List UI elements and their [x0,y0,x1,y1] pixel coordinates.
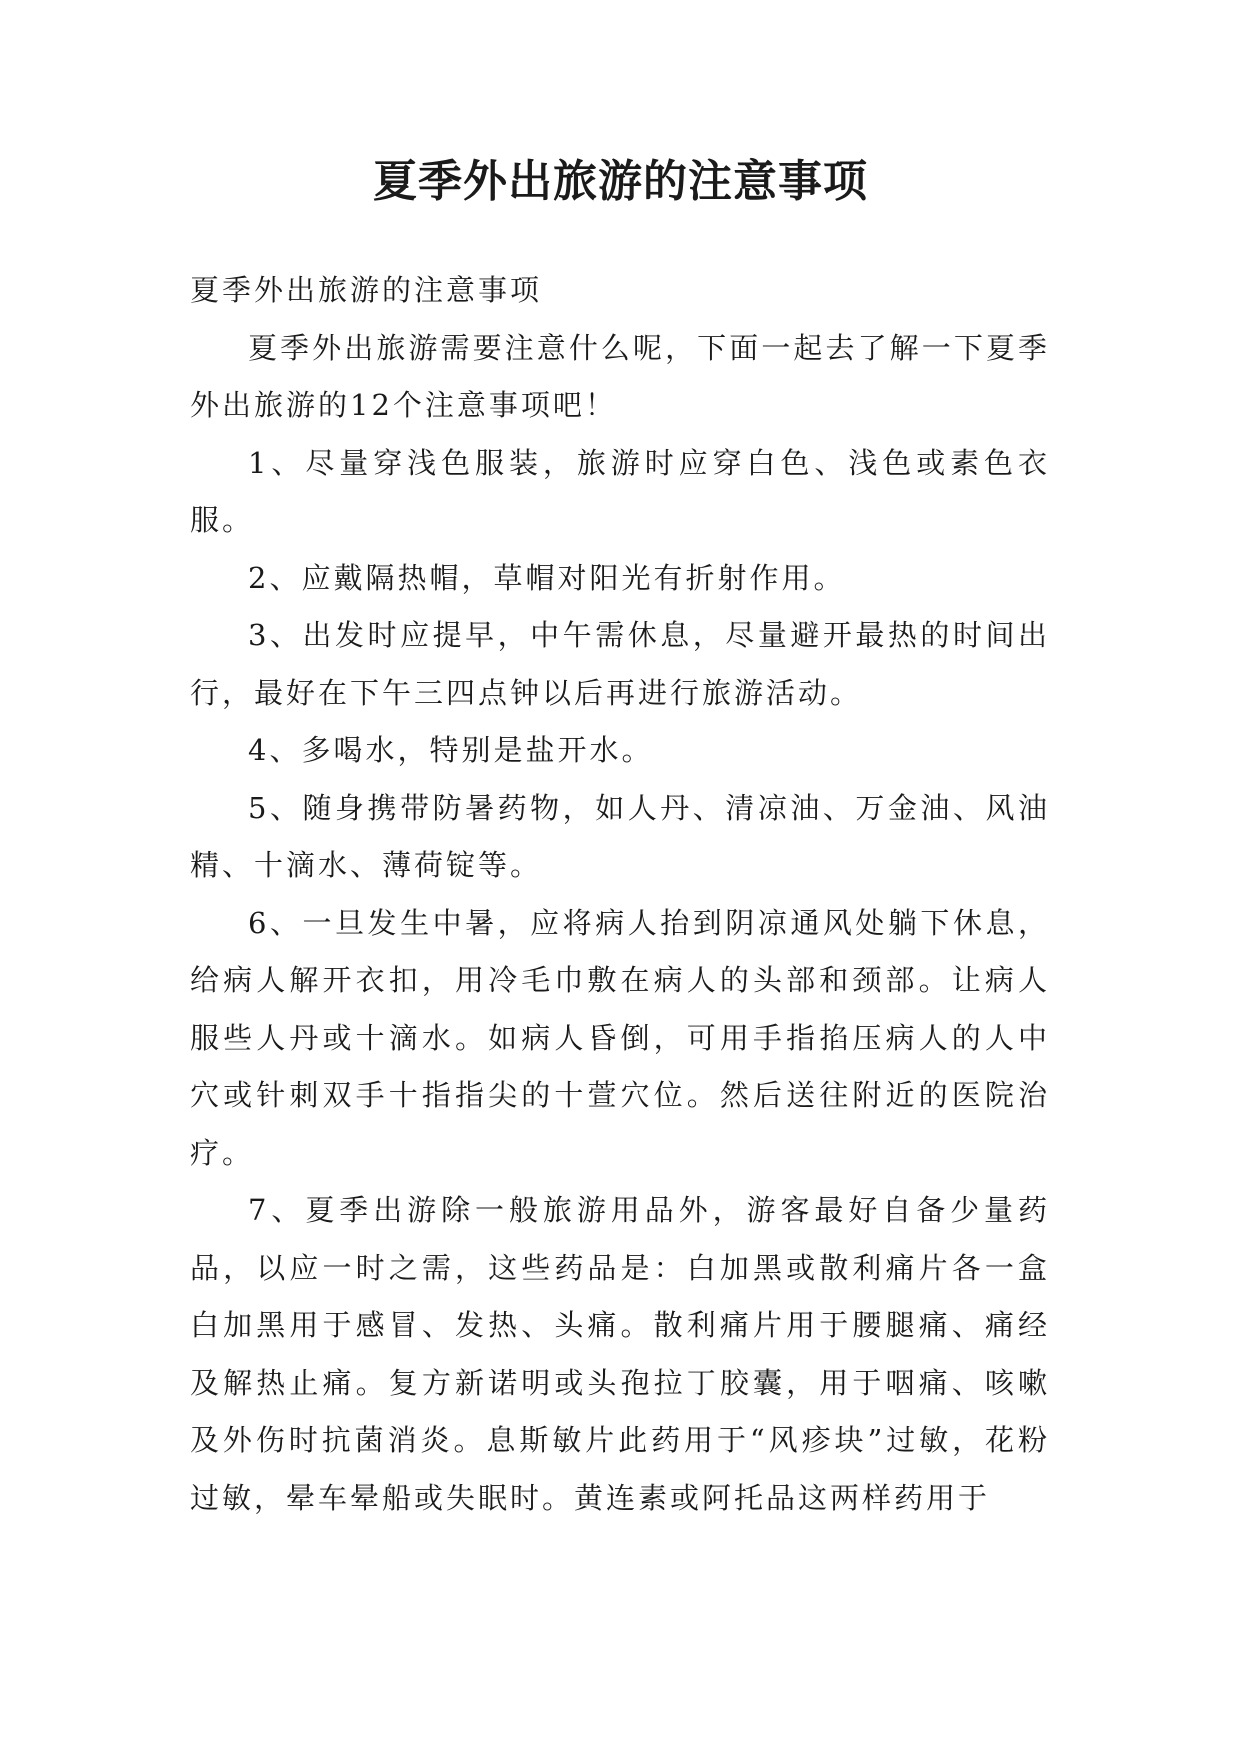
paragraph-intro: 夏季外出旅游需要注意什么呢，下面一起去了解一下夏季外出旅游的12个注意事项吧！ [190,330,1050,422]
paragraph-item-6: 6、一旦发生中暑，应将病人抬到阴凉通风处躺下休息，给病人解开衣扣，用冷毛巾敷在病人的头部和颈部。让病人服些人丹或十滴水。如病人昏倒，可用手指掐压病人的人中穴或针刺双手十指指尖的十萱穴位。然后送往附近的医院治疗。 [190,905,1050,1170]
paragraph-item-3: 3、出发时应提早，中午需休息，尽量避开最热的时间出行，最好在下午三四点钟以后再进行旅游活动。 [190,618,1050,710]
document-body [190,262,1050,1527]
paragraph-item-2: 2、应戴隔热帽，草帽对阳光有折射作用。 [248,560,846,595]
paragraph-item-4: 4、多喝水，特别是盐开水。 [248,733,654,767]
page-title: 夏季外出旅游的注意事项 [373,156,868,207]
paragraph-item-7: 7、夏季出游除一般旅游用品外，游客最好自备少量药品，以应一时之需，这些药品是：白加黑或散利痛片各一盒白加黑用于感冒、发热、头痛。散利痛片用于腰腿痛、痛经及解热止痛。复方新诺明或头孢拉丁胶囊，用于咽痛、咳嗽及外伤时抗菌消炎。息斯敏片此药用于“风疹块”过敏，花粉过敏，晕车晕船或失眠时。黄连素或阿托品这两样药用于 [190,1193,1050,1515]
paragraph-item-1: 1、尽量穿浅色服装，旅游时应穿白色、浅色或素色衣服。 [190,445,1050,537]
paragraph-item-5: 5、随身携带防暑药物，如人丹、清凉油、万金油、风油精、十滴水、薄荷锭等。 [190,790,1050,882]
document-subtitle: 夏季外出旅游的注意事项 [190,273,543,307]
